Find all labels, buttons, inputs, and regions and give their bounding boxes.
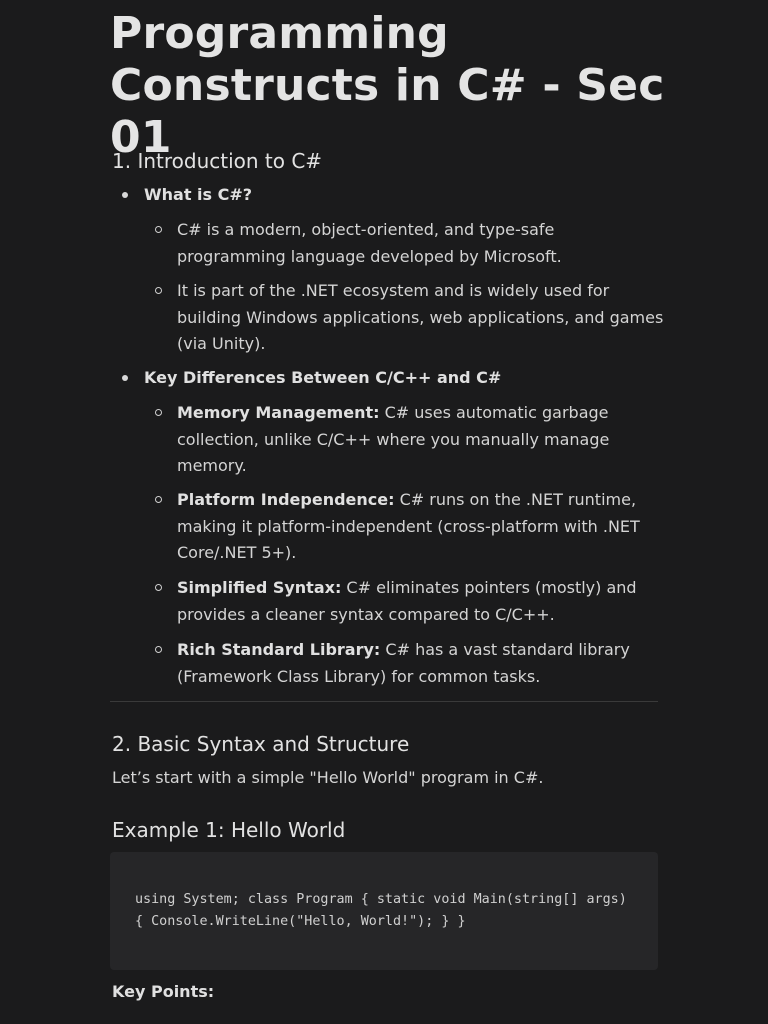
bullet-circle-icon xyxy=(155,287,162,294)
page-title: Programming Constructs in C# - Sec 01 xyxy=(110,8,665,163)
key-points-label: Key Points: xyxy=(112,982,215,1001)
bullet-circle-icon xyxy=(155,496,162,503)
bullet-circle-icon xyxy=(155,409,162,416)
list-item-term: Rich Standard Library: xyxy=(177,640,381,659)
section-intro-text: Let’s start with a simple "Hello World" program in C#. xyxy=(112,768,544,787)
list-item xyxy=(144,182,252,208)
list-item-text: C# uses automatic garbage collection, unlike C/C++ where you manually manage memory. xyxy=(177,403,610,475)
section-divider xyxy=(110,701,658,702)
list-item xyxy=(177,278,667,358)
list-item-term: Platform Independence: xyxy=(177,490,395,509)
list-item xyxy=(177,400,667,480)
bullet-circle-icon xyxy=(155,226,162,233)
list-item-text: C# has a vast standard library (Framework Class Library) for common tasks. xyxy=(177,640,630,686)
list-item-text: C# runs on the .NET runtime, making it platform-independent (cross-platform with .NET Core/.NET 5+). xyxy=(177,490,640,562)
list-item xyxy=(177,217,667,270)
bullet-dot-icon xyxy=(122,375,128,381)
example-heading: Example 1: Hello World xyxy=(112,818,346,842)
list-item-term: Simplified Syntax: xyxy=(177,578,342,597)
list-item-label: Key Differences Between C/C++ and C# xyxy=(144,368,502,387)
list-item-label: What is C#? xyxy=(144,185,253,204)
bullet-circle-icon xyxy=(155,584,162,591)
list-item xyxy=(177,575,667,628)
list-item xyxy=(177,637,667,690)
list-item-text: It is part of the .NET ecosystem and is widely used for building Windows applications, web applications, and games (via Unity). xyxy=(177,281,664,353)
bullet-dot-icon xyxy=(122,192,128,198)
section-heading-basic-syntax: 2. Basic Syntax and Structure xyxy=(112,732,410,756)
list-item-text: C# eliminates pointers (mostly) and provides a cleaner syntax compared to C/C++. xyxy=(177,578,637,624)
code-block[interactable] xyxy=(110,852,658,970)
list-item-term: Memory Management: xyxy=(177,403,380,422)
code-text[interactable]: using System; class Program { static void Main(string[] args) { Console.WriteLine("Hello, World!"); } } xyxy=(135,892,635,929)
list-item xyxy=(144,365,501,391)
bullet-circle-icon xyxy=(155,646,162,653)
section-heading-introduction: 1. Introduction to C# xyxy=(112,149,323,173)
list-item-text: C# is a modern, object-oriented, and type-safe programming language developed by Microsoft. xyxy=(177,220,562,266)
list-item xyxy=(177,487,667,567)
